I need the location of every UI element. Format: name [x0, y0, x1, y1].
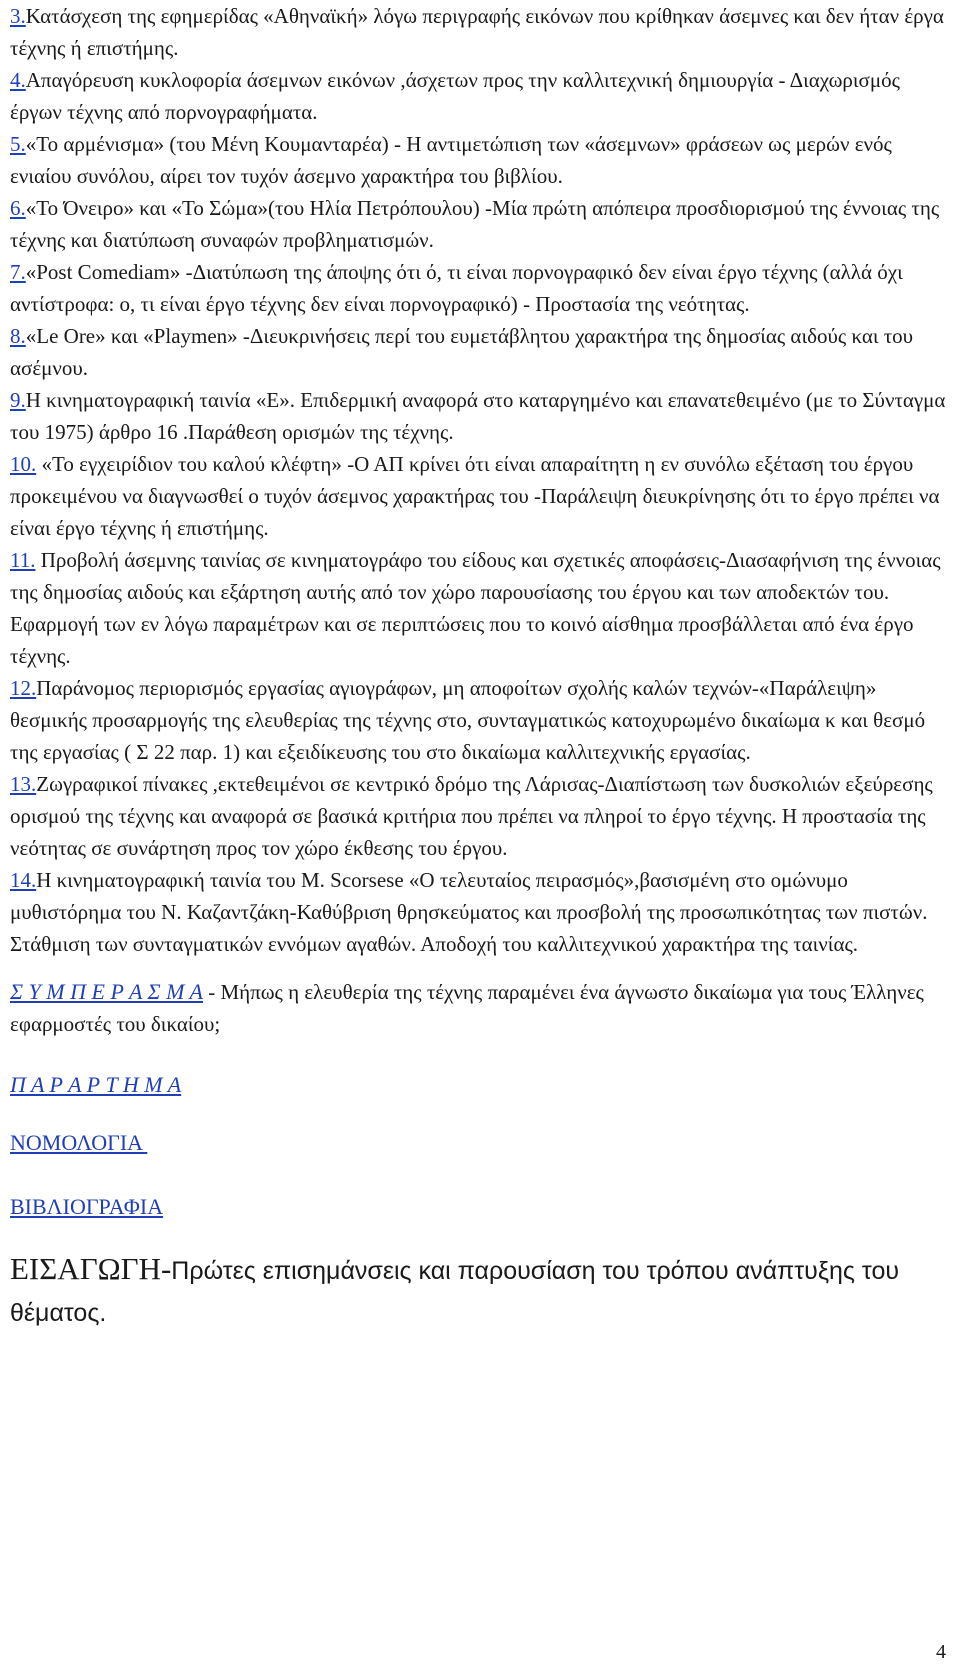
conclusion-text: - Μήπως η ελευθερία της τέχνης παραμένει ένα άγνωστ	[202, 980, 678, 1004]
document-page	[10, 0, 946, 1336]
toc-text-14: Η κινηματογραφική ταινία του M. Scorsese «Ο τελευταίος πειρασμός»,βασισμένη στο ομώνυμο μυθιστόρημα του Ν. Καζαντζάκη-Καθύβριση θρησκεύματος και προσβολή της προσωπικότητας των πιστών. Στάθμιση των συνταγματικών εννόμων αγαθών. Αποδοχή του καλλιτεχνικού χαρακτήρα της ταινίας.	[10, 868, 928, 956]
toc-text-8: «Le Ore» και «Playmen» -Διευκρινήσεις περί του ευμετάβλητου χαρακτήρα της δημοσίας αιδούς και του ασέμνου.	[10, 324, 914, 380]
nomologia-link[interactable]: ΝΟΜΟΛΟΓΙΑ	[10, 1130, 148, 1155]
toc-item-3	[10, 0, 946, 64]
bibliografia-section	[10, 1194, 946, 1220]
bibliografia-link[interactable]: ΒΙΒΛΙΟΓΡΑΦΙΑ	[10, 1194, 164, 1219]
toc-text-10: «Το εγχειρίδιον του καλού κλέφτη» -Ο ΑΠ κρίνει ότι είναι απαραίτητη η εν συνόλω εξέταση του έργου προκειμένου να διαγνωσθεί ο τυχόν άσεμνος χαρακτήρας του -Παράλειψη διευκρίνησης ότι το έργο πρέπει να είναι έργο τέχνης ή επιστήμης.	[10, 452, 940, 540]
toc-link-12[interactable]: 12.	[10, 676, 37, 700]
toc-text-11: Προβολή άσεμνης ταινίας σε κινηματογράφο του είδους και σχετικές αποφάσεις-Διασαφήνιση της έννοιας της δημοσίας αιδούς και εξάρτηση αυτής από τον χώρο παρουσίασης του έργου και των αποδεκτών του. Εφαρμογή των εν λόγω παραμέτρων και σε περιπτώσεις που το κοινό αίσθημα προσβάλλεται από ένα έργο τέχνης.	[10, 548, 941, 668]
conclusion-text-italic: ο	[677, 980, 689, 1004]
toc-text-13: Ζωγραφικοί πίνακες ,εκτεθειμένοι σε κεντρικό δρόμο της Λάρισας-Διαπίστωση των δυσκολιών εξεύρεσης ορισμού της τέχνης και αναφορά σε βασικά κριτήρια που πρέπει να πληροί το έργο τέχνης. Η προστασία της νεότητας σε συνάρτηση προς τον χώρο έκθεσης του έργου.	[10, 772, 933, 860]
nomologia-section	[10, 1130, 946, 1156]
toc-text-4: Απαγόρευση κυκλοφορία άσεμνων εικόνων ,άσχετων προς την καλλιτεχνική δημιουργία - Διαχωρισμός έργων τέχνης από πορνογραφήματα.	[10, 68, 900, 124]
toc-link-14[interactable]: 14.	[10, 868, 37, 892]
toc-item-13	[10, 768, 946, 864]
toc-item-6	[10, 192, 946, 256]
toc-item-11	[10, 544, 946, 672]
intro-title: ΕΙΣΑΓΩΓΗ-	[10, 1251, 172, 1286]
toc-item-12	[10, 672, 946, 768]
toc-link-5[interactable]: 5.	[10, 132, 26, 156]
toc-link-4[interactable]: 4.	[10, 68, 26, 92]
toc-text-12: Παράνομος περιορισμός εργασίας αγιογράφων, μη αποφοίτων σχολής καλών τεχνών-«Παράλειψη» θεσμικής προσαρμογής της ελευθερίας της τέχνης στο, συνταγματικώς κατοχυρωμένο δικαίωμα κ και θεσμό της εργασίας ( Σ 22 παρ. 1) και εξειδίκευσης του στο δικαίωμα καλλιτεχνικής εργασίας.	[10, 676, 926, 764]
toc-text-5: «Το αρμένισμα» (του Μένη Κουμανταρέα) - Η αντιμετώπιση των «άσεμνων» φράσεων ως μερών ενός ενιαίου συνόλου, αίρει τον τυχόν άσεμνο χαρακτήρα του βιβλίου.	[10, 132, 892, 188]
page-number: 4	[936, 1641, 946, 1663]
toc-link-10[interactable]: 10.	[10, 452, 37, 476]
toc-item-7	[10, 256, 946, 320]
toc-link-11[interactable]: 11.	[10, 548, 36, 572]
intro-subtitle: Πρώτες επισημάνσεις και παρουσίαση του τρόπου ανάπτυξης του θέματος.	[10, 1257, 900, 1327]
toc-item-5	[10, 128, 946, 192]
toc-text-3: Κατάσχεση της εφημερίδας «Αθηναϊκή» λόγω περιγραφής εικόνων που κρίθηκαν άσεμνες και δεν ήταν έργα τέχνης ή επιστήμης.	[10, 4, 944, 60]
toc-item-8	[10, 320, 946, 384]
appendix-section	[10, 1072, 946, 1098]
conclusion-link[interactable]: Σ Υ Μ Π Ε Ρ Α Σ Μ Α	[10, 979, 203, 1004]
toc-item-4	[10, 64, 946, 128]
toc-link-6[interactable]: 6.	[10, 196, 26, 220]
toc-item-10	[10, 448, 946, 544]
toc-item-9	[10, 384, 946, 448]
toc-text-7: «Post Comediam» -Διατύπωση της άποψης ότι ό, τι είναι πορνογραφικό δεν είναι έργο τέχνης (αλλά όχι αντίστροφα: ο, τι είναι έργο τέχνης δεν είναι πορνογραφικό) - Προστασία της νεότητας.	[10, 260, 903, 316]
toc-link-9[interactable]: 9.	[10, 388, 26, 412]
toc-link-8[interactable]: 8.	[10, 324, 26, 348]
toc-link-7[interactable]: 7.	[10, 260, 26, 284]
toc-text-9: Η κινηματογραφική ταινία «Ε». Επιδερμική αναφορά στο καταργημένο και επανατεθειμένο (με το Σύνταγμα του 1975) άρθρο 16 .Παράθεση ορισμών της τέχνης.	[10, 388, 946, 444]
introduction-heading	[10, 1250, 946, 1336]
conclusion-section	[10, 976, 946, 1040]
toc-text-6: «Το Όνειρο» και «Το Σώμα»(του Ηλία Πετρόπουλου) -Μία πρώτη απόπειρα προσδιορισμού της έννοιας της τέχνης και διατύπωση συναφών προβληματισμών.	[10, 196, 940, 252]
conclusion-text-rest: δικαίωμα για τους Έλληνες εφαρμοστές του δικαίου;	[10, 980, 924, 1036]
toc-item-14	[10, 864, 946, 960]
toc-link-13[interactable]: 13.	[10, 772, 37, 796]
table-of-contents	[10, 0, 946, 960]
appendix-link[interactable]: Π Α Ρ Α Ρ Τ Η Μ Α	[10, 1072, 182, 1097]
toc-link-3[interactable]: 3.	[10, 4, 26, 28]
